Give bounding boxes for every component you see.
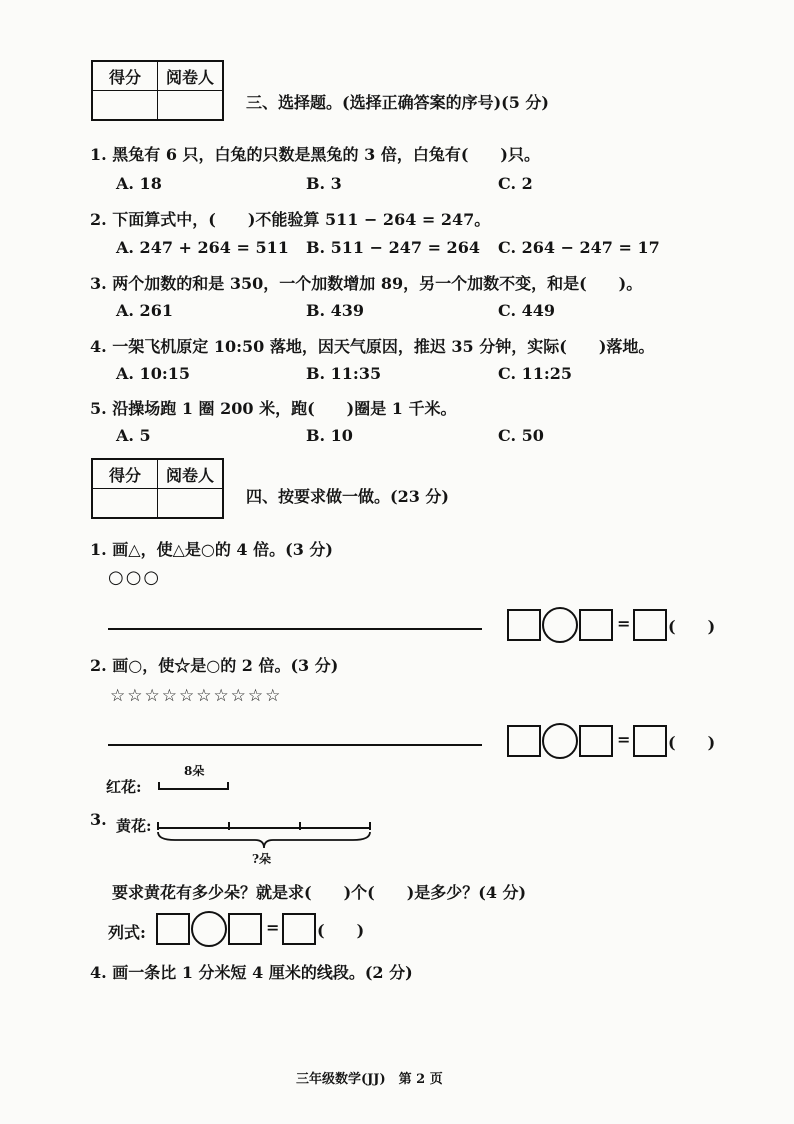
grader-label: 阅卷人	[158, 61, 224, 91]
s4-q2-stem: 2. 画○，使☆是○的 2 倍。(3 分)	[90, 656, 339, 675]
q1-option-b[interactable]: B. 3	[306, 174, 342, 193]
s4-q1-circles: ○○○	[108, 567, 162, 588]
q3-stem: 3. 两个加数的和是 350，一个加数增加 89，另一个加数不变，和是( )。	[90, 274, 643, 293]
s4-q3-yellow-label: 黄花:	[116, 817, 152, 835]
s4-q3-red-tick-left	[158, 782, 160, 790]
q1-stem: 1. 黑兔有 6 只，白兔的只数是黑兔的 3 倍，白兔有( )只。	[90, 145, 540, 164]
s4-q3-yellow-value: ?朵	[252, 852, 272, 866]
score-box-section3	[91, 60, 224, 121]
s4-q1-equals: =	[617, 614, 631, 633]
s4-q1-draw-line[interactable]	[108, 628, 482, 630]
s4-q1-answer-box-2[interactable]	[579, 609, 613, 641]
section4-title: 四、按要求做一做。(23 分)	[246, 487, 449, 506]
q2-stem: 2. 下面算式中，( )不能验算 511 − 264 = 247。	[90, 210, 491, 229]
s4-q2-draw-line[interactable]	[108, 744, 482, 746]
q1-option-a[interactable]: A. 18	[116, 174, 162, 193]
score-box-section4	[91, 458, 224, 519]
s4-q3-formula-label: 列式:	[108, 923, 146, 942]
s4-q1-answer-box-3[interactable]	[633, 609, 667, 641]
q3-option-a[interactable]: A. 261	[116, 301, 173, 320]
q5-option-b[interactable]: B. 10	[306, 426, 353, 445]
s4-q3-red-value: 8朵	[184, 764, 205, 778]
s4-q4-stem: 4. 画一条比 1 分米短 4 厘米的线段。(2 分)	[90, 963, 413, 982]
s4-q3-red-tick-right	[227, 782, 229, 790]
s4-q2-equals: =	[617, 730, 631, 749]
s4-q3-red-label: 红花:	[106, 778, 142, 796]
q4-stem: 4. 一架飞机原定 10:50 落地，因天气原因，推迟 35 分钟，实际( )落地。	[90, 337, 655, 356]
q2-option-a[interactable]: A. 247 + 264 = 511	[116, 238, 289, 257]
s4-q3-stem: 要求黄花有多少朵？就是求( )个( )是多少？(4 分)	[112, 883, 527, 902]
s4-q3-unit-paren[interactable]: ( )	[317, 921, 365, 940]
s4-q3-red-segment	[158, 788, 228, 790]
s4-q3-equals: =	[266, 918, 280, 937]
score-cell[interactable]	[92, 489, 158, 519]
s4-q1-answer-box-1[interactable]	[507, 609, 541, 641]
q2-option-b[interactable]: B. 511 − 247 = 264	[306, 238, 480, 257]
q5-option-c[interactable]: C. 50	[498, 426, 544, 445]
q2-option-c[interactable]: C. 264 − 247 = 17	[498, 238, 660, 257]
q3-option-c[interactable]: C. 449	[498, 301, 555, 320]
grader-cell[interactable]	[158, 91, 224, 121]
s4-q2-unit-paren[interactable]: ( )	[668, 733, 716, 752]
s4-q3-answer-box-2[interactable]	[228, 913, 262, 945]
s4-q3-yellow-segment	[155, 818, 385, 854]
s4-q3-num: 3.	[90, 810, 107, 829]
s4-q1-unit-paren[interactable]: ( )	[668, 617, 716, 636]
q4-option-a[interactable]: A. 10:15	[116, 364, 190, 383]
s4-q2-answer-box-2[interactable]	[579, 725, 613, 757]
q3-option-b[interactable]: B. 439	[306, 301, 365, 320]
score-label: 得分	[92, 459, 158, 489]
q1-option-c[interactable]: C. 2	[498, 174, 533, 193]
q4-option-b[interactable]: B. 11:35	[306, 364, 382, 383]
q5-option-a[interactable]: A. 5	[116, 426, 151, 445]
s4-q2-stars: ☆☆☆☆☆☆☆☆☆☆	[110, 686, 283, 706]
s4-q2-operator-circle[interactable]	[542, 723, 578, 759]
grader-cell[interactable]	[158, 489, 224, 519]
s4-q1-operator-circle[interactable]	[542, 607, 578, 643]
s4-q3-answer-box-3[interactable]	[282, 913, 316, 945]
s4-q2-answer-box-3[interactable]	[633, 725, 667, 757]
q4-option-c[interactable]: C. 11:25	[498, 364, 573, 383]
score-label: 得分	[92, 61, 158, 91]
page-footer: 三年级数学(JJ) 第 2 页	[296, 1072, 443, 1087]
s4-q3-answer-box-1[interactable]	[156, 913, 190, 945]
score-cell[interactable]	[92, 91, 158, 121]
s4-q3-operator-circle[interactable]	[191, 911, 227, 947]
section3-title: 三、选择题。(选择正确答案的序号)(5 分)	[246, 93, 549, 112]
grader-label: 阅卷人	[158, 459, 224, 489]
s4-q1-stem: 1. 画△，使△是○的 4 倍。(3 分)	[90, 540, 333, 559]
q5-stem: 5. 沿操场跑 1 圈 200 米，跑( )圈是 1 千米。	[90, 399, 457, 418]
s4-q2-answer-box-1[interactable]	[507, 725, 541, 757]
